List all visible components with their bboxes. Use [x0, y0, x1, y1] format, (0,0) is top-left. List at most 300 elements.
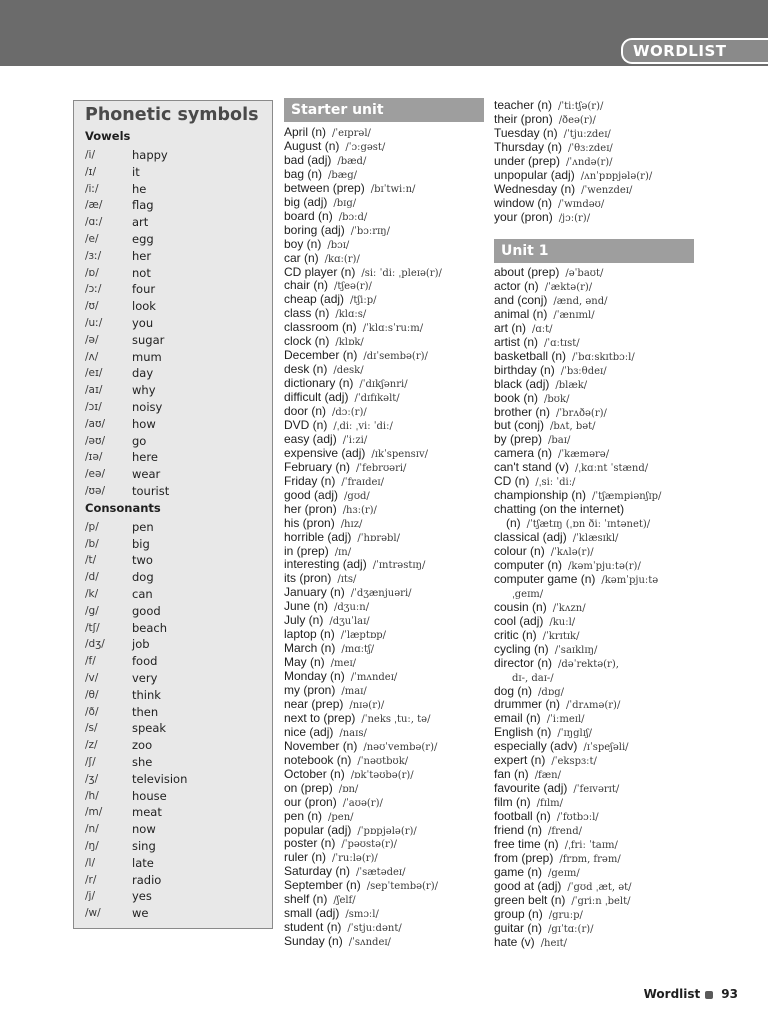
entry-pronunciation: /ˈiːzi/	[342, 434, 368, 446]
entry-word: game (n)	[494, 864, 543, 879]
entry-word: cheap (adj)	[284, 292, 345, 307]
phonetic-example: yes	[132, 889, 152, 904]
word-entry	[494, 684, 564, 698]
word-entry	[284, 237, 349, 251]
entry-pronunciation: /ˈtjuːzdeɪ/	[563, 128, 611, 140]
phonetic-title: Phonetic symbols	[85, 105, 259, 125]
entry-pronunciation: /dʒuˈlaɪ/	[329, 616, 370, 628]
entry-pronunciation: /dɔː(r)/	[332, 407, 367, 418]
entry-pronunciation: /ˈgʊd ˌæt, ət/	[567, 881, 632, 893]
entry-word: expensive (adj)	[284, 445, 366, 460]
phonetic-example: speak	[132, 721, 167, 736]
entry-word: CD player (n)	[284, 264, 356, 279]
entry-pronunciation: /jɔː(r)/	[558, 212, 591, 224]
entry-word: guitar (n)	[494, 920, 543, 935]
entry-pronunciation: /ˈaʊə(r)/	[342, 797, 383, 809]
entry-word: from (prep)	[494, 850, 554, 865]
word-entry	[284, 767, 414, 781]
entry-word: brother (n)	[494, 404, 551, 419]
word-entry	[494, 446, 609, 460]
phonetic-symbol: /iː/	[85, 182, 99, 195]
word-entry	[284, 571, 356, 585]
entry-pronunciation: /bɔɪ/	[327, 239, 350, 251]
phonetic-example: very	[132, 671, 158, 685]
entry-pronunciation: /ʌnˈpɒpjələ(r)/	[580, 170, 653, 182]
entry-word: free time (n)	[494, 836, 559, 851]
entry-pronunciation: /ˈfeɪvərɪt/	[573, 784, 620, 796]
entry-pronunciation: /ˈstjuːdənt/	[347, 923, 402, 935]
word-entry	[494, 307, 595, 321]
phonetic-symbol: /ʒ/	[85, 772, 99, 785]
entry-word: classical (adj)	[494, 530, 567, 545]
word-entry	[284, 376, 408, 390]
phonetic-example: radio	[132, 872, 162, 887]
entry-word: art (n)	[494, 320, 527, 335]
entry-word: his (pron)	[284, 515, 335, 530]
phonetic-example: day	[132, 366, 154, 381]
footer-square-icon	[705, 991, 713, 999]
phonetic-example: egg	[132, 232, 154, 246]
phonetic-subheading: Vowels	[85, 129, 131, 143]
entry-word: black (adj)	[494, 376, 550, 391]
entry-pronunciation: /ˈsaɪklɪŋ/	[554, 644, 598, 656]
entry-word: poster (n)	[284, 836, 336, 851]
phonetic-symbols-box	[73, 100, 273, 929]
phonetic-example: sing	[132, 839, 156, 853]
word-entry	[494, 935, 567, 949]
entry-pronunciation: /ˈneks ˌtuː, tə/	[361, 713, 431, 725]
entry-word: boy (n)	[284, 236, 322, 251]
entry-word: classroom (n)	[284, 320, 357, 335]
entry-word: ruler (n)	[284, 850, 327, 865]
word-entry	[284, 530, 400, 544]
word-entry	[284, 711, 430, 725]
entry-pronunciation: /bʌt, bət/	[550, 421, 596, 433]
phonetic-symbol: /ə/	[85, 333, 99, 346]
entry-word: Wednesday (n)	[494, 181, 576, 196]
entry-pronunciation: /ˈθɜːzdeɪ/	[568, 142, 613, 154]
word-entry	[284, 181, 415, 195]
entry-word: dog (n)	[494, 683, 533, 698]
phonetic-example: beach	[132, 620, 168, 635]
phonetic-example: tourist	[132, 484, 170, 498]
entry-word: dictionary (n)	[284, 376, 354, 391]
entry-word: your (pron)	[494, 209, 553, 224]
entry-word: board (n)	[284, 208, 333, 223]
phonetic-symbol: /j/	[85, 890, 95, 903]
phonetic-example: we	[132, 906, 149, 921]
entry-word: computer (n)	[494, 557, 563, 572]
entry-pronunciation: /ˌfriː ˈtaɪm/	[564, 839, 618, 851]
word-entry	[494, 600, 586, 614]
entry-pronunciation: /fæn/	[534, 770, 561, 782]
phonetic-example: food	[132, 654, 158, 669]
entry-word: chair (n)	[284, 278, 329, 293]
phonetic-example: it	[132, 164, 140, 179]
entry-word: unpopular (adj)	[494, 167, 575, 182]
phonetic-symbol: /t/	[85, 554, 97, 567]
entry-word: Thursday (n)	[494, 139, 563, 154]
entry-word: desk (n)	[284, 362, 328, 377]
word-entry	[284, 836, 397, 850]
entry-pronunciation: /ˈekspɜːt/	[551, 756, 597, 768]
entry-pronunciation: /ɪn/	[334, 546, 352, 558]
entry-pronunciation: /dʒuːn/	[334, 602, 370, 614]
phonetic-symbol: /ɪə/	[85, 451, 103, 464]
entry-pronunciation: /bɔːd/	[338, 211, 368, 223]
entry-word: window (n)	[494, 195, 553, 210]
word-entry	[284, 795, 383, 809]
phonetic-symbol: /dʒ/	[85, 638, 105, 651]
entry-pronunciation: /əˈbaʊt/	[565, 268, 604, 279]
entry-pronunciation: /gɪˈtɑː(r)/	[548, 923, 594, 935]
word-entry	[284, 781, 358, 795]
entry-word: September (n)	[284, 878, 361, 893]
phonetic-example: you	[132, 316, 154, 330]
phonetic-symbol: /e/	[85, 233, 99, 245]
entry-pronunciation: /ˈdɪfɪkəlt/	[354, 393, 400, 405]
entry-word: Tuesday (n)	[494, 125, 558, 140]
word-entry	[284, 153, 366, 167]
entry-pronunciation: /frɒm, frəm/	[559, 853, 621, 865]
entry-pronunciation: /ɒn/	[338, 783, 359, 795]
entry-word: bag (n)	[284, 166, 323, 181]
word-entry	[284, 878, 438, 892]
phonetic-symbol: /ɒ/	[85, 266, 99, 279]
word-entry	[494, 154, 613, 168]
entry-pronunciation: /bæg/	[328, 169, 357, 181]
word-entry	[284, 139, 385, 153]
phonetic-example: she	[132, 755, 153, 769]
word-entry	[284, 195, 356, 209]
word-entry	[494, 168, 652, 182]
section-starter-unit: Starter unit	[284, 98, 484, 122]
entry-word: Sunday (n)	[284, 934, 343, 949]
word-entry	[494, 614, 575, 628]
phonetic-example: think	[132, 687, 161, 702]
entry-word: my (pron)	[284, 683, 336, 697]
entry-pronunciation: /ˈkʌzn/	[552, 602, 586, 614]
entry-word: CD (n)	[494, 474, 530, 489]
entry-pronunciation: /ˈhɒrəbl/	[357, 532, 400, 544]
entry-word: notebook (n)	[284, 752, 352, 767]
entry-pronunciation: /ˈɑːtɪst/	[544, 337, 580, 349]
entry-pronunciation: /ˈbɔːrɪŋ/	[350, 225, 390, 237]
entry-pronunciation: /klɑːs/	[335, 309, 367, 321]
entry-pronunciation: /ˈɔːgəst/	[345, 141, 386, 153]
entry-pronunciation: /ˈbɑːskɪtbɔːl/	[572, 351, 635, 363]
word-entry	[494, 781, 619, 795]
entry-word: small (adj)	[284, 906, 340, 921]
entry-word: May (n)	[284, 655, 325, 670]
entry-pronunciation: /bɪg/	[333, 197, 357, 209]
entry-word: laptop (n)	[284, 627, 335, 642]
phonetic-example: here	[132, 450, 158, 465]
entry-pronunciation: /ˈdɪkʃənri/	[359, 379, 408, 391]
entry-pronunciation: /ˈeɪprəl/	[332, 128, 371, 139]
phonetic-symbol: /uː/	[85, 317, 103, 329]
entry-word: but (conj)	[494, 418, 545, 433]
entry-pronunciation: /kuːl/	[549, 616, 576, 628]
word-entry	[284, 306, 366, 320]
entry-word: difficult (adj)	[284, 390, 349, 405]
entry-pronunciation: /pen/	[328, 811, 354, 823]
entry-pronunciation: dɪ-, daɪ-/	[512, 672, 554, 684]
entry-pronunciation: /ɪts/	[337, 574, 357, 586]
entry-word: DVD (n)	[284, 417, 328, 432]
phonetic-symbol: /eɪ/	[85, 367, 103, 380]
phonetic-symbol: /tʃ/	[85, 621, 100, 634]
word-entry	[494, 98, 603, 112]
phonetic-symbol: /əʊ/	[85, 434, 106, 447]
word-entry	[284, 404, 367, 418]
phonetic-symbol: /g/	[85, 604, 99, 617]
entry-pronunciation: /bʊk/	[544, 393, 570, 405]
word-entry	[284, 320, 423, 334]
entry-pronunciation: /ˈiːmeɪl/	[546, 714, 585, 726]
word-entry	[494, 265, 603, 279]
word-entry	[284, 334, 364, 348]
entry-word: email (n)	[494, 711, 541, 726]
entry-word: basketball (n)	[494, 348, 567, 363]
phonetic-example: good	[132, 603, 161, 618]
entry-word: in (prep)	[284, 543, 329, 558]
entry-word: Monday (n)	[284, 669, 345, 684]
entry-pronunciation: /ˈpəʊstə(r)/	[341, 839, 398, 851]
phonetic-example: meat	[132, 805, 162, 820]
word-entry	[284, 516, 362, 530]
word-entry	[284, 613, 370, 627]
phonetic-symbol: /θ/	[85, 688, 99, 701]
entry-pronunciation: /ˈtiːtʃə(r)/	[558, 101, 604, 112]
phonetic-symbol: /z/	[85, 739, 98, 752]
word-entry	[284, 864, 406, 878]
word-entry	[284, 850, 378, 864]
entry-pronunciation: /mɑːtʃ/	[341, 644, 375, 656]
entry-word: near (prep)	[284, 696, 344, 711]
entry-word: her (pron)	[284, 501, 337, 516]
word-entry	[494, 405, 607, 419]
entry-pronunciation: /smɔːl/	[345, 909, 379, 921]
word-entry	[494, 460, 648, 474]
entry-word: colour (n)	[494, 544, 545, 558]
word-entry	[494, 140, 613, 154]
phonetic-example: go	[132, 433, 147, 448]
entry-pronunciation: ˌgeɪm/	[512, 588, 544, 600]
entry-word: boring (adj)	[284, 222, 345, 237]
phonetic-symbol: /ɪ/	[85, 165, 96, 178]
entry-pronunciation: /geɪm/	[548, 867, 580, 879]
phonetic-symbol: /d/	[85, 571, 99, 584]
entry-pronunciation: /ɒkˈtəʊbə(r)/	[350, 769, 414, 781]
word-entry	[494, 697, 620, 711]
entry-pronunciation: /ɪˈspeʃəli/	[583, 742, 629, 754]
word-entry	[284, 557, 425, 571]
word-entry	[494, 851, 621, 865]
phonetic-symbol: /f/	[85, 655, 96, 668]
entry-word: June (n)	[284, 599, 329, 614]
entry-word: on (prep)	[284, 780, 333, 795]
entry-word: cool (adj)	[494, 613, 544, 628]
entry-word: under (prep)	[494, 153, 561, 168]
word-entry	[284, 209, 367, 223]
entry-word: good at (adj)	[494, 878, 562, 893]
entry-pronunciation: /ˈɪŋglɪʃ/	[557, 728, 592, 740]
entry-pronunciation: /ˈmʌndeɪ/	[350, 672, 398, 684]
word-entry	[494, 112, 596, 126]
word-entry	[284, 920, 402, 934]
entry-word: horrible (adj)	[284, 529, 352, 544]
entry-pronunciation: /ˈtʃætɪŋ (ˌɒn ðiː ˈɪntənet)/	[526, 519, 651, 531]
entry-word: fan (n)	[494, 767, 529, 782]
word-entry	[284, 460, 406, 474]
phonetic-symbol: /ɑː/	[85, 216, 103, 229]
word-entry	[284, 753, 408, 767]
entry-word: their (pron)	[494, 111, 553, 126]
word-entry	[284, 446, 428, 460]
entry-pronunciation: /gʊd/	[344, 490, 370, 502]
entry-pronunciation: /kɑː(r)/	[324, 253, 360, 265]
phonetic-example: sugar	[132, 332, 165, 347]
word-entry	[284, 223, 390, 237]
phonetic-example: he	[132, 181, 147, 196]
phonetic-symbol: /p/	[85, 520, 99, 533]
word-entry	[494, 432, 570, 446]
entry-pronunciation: /kəmˈpjuːtə	[601, 574, 659, 586]
entry-pronunciation: /dɪˈsembə(r)/	[363, 351, 428, 363]
word-entry	[494, 544, 594, 558]
phonetic-example: then	[132, 704, 159, 719]
entry-word: (n)	[506, 516, 521, 531]
entry-pronunciation: /ˌkɑːnt ˈstænd/	[575, 463, 649, 475]
word-entry	[284, 809, 354, 823]
phonetic-symbol: /i/	[85, 149, 95, 161]
word-entry	[284, 725, 367, 739]
phonetic-example: why	[132, 383, 156, 398]
phonetic-symbol: /w/	[85, 907, 101, 920]
word-entry	[494, 530, 618, 544]
phonetic-example: two	[132, 553, 153, 568]
phonetic-example: look	[132, 299, 156, 314]
word-entry	[494, 739, 629, 753]
entry-pronunciation: /blæk/	[555, 379, 588, 391]
phonetic-symbol: /aɪ/	[85, 384, 103, 397]
phonetic-symbol: /k/	[85, 588, 99, 600]
entry-word: class (n)	[284, 306, 330, 321]
entry-word: our (pron)	[284, 794, 337, 809]
phonetic-symbol: /ð/	[85, 705, 99, 718]
entry-word: big (adj)	[284, 194, 328, 209]
word-entry	[494, 586, 543, 600]
phonetic-symbol: /s/	[85, 722, 98, 735]
word-entry	[494, 725, 592, 739]
entry-pronunciation: /ˈbɜːθdeɪ/	[560, 365, 607, 377]
word-entry	[284, 655, 356, 669]
word-entry	[284, 362, 364, 376]
word-entry	[494, 293, 607, 307]
word-entry	[284, 585, 412, 599]
entry-word: artist (n)	[494, 334, 539, 349]
entry-pronunciation: /ˈklɑːsˈruːm/	[362, 323, 424, 335]
phonetic-subheading: Consonants	[85, 500, 161, 515]
entry-word: easy (adj)	[284, 431, 337, 446]
phonetic-example: zoo	[132, 738, 153, 753]
entry-pronunciation: /hɪz/	[340, 518, 363, 530]
entry-pronunciation: /ˈwɪndəʊ/	[558, 198, 605, 210]
phonetic-symbol: /ɔː/	[85, 283, 102, 296]
entry-pronunciation: /sepˈtembə(r)/	[366, 881, 438, 893]
entry-pronunciation: /klɒk/	[335, 337, 364, 349]
entry-word: July (n)	[284, 613, 324, 628]
phonetic-example: wear	[132, 467, 161, 482]
entry-word: especially (adv)	[494, 739, 578, 754]
entry-word: August (n)	[284, 138, 340, 153]
entry-pronunciation: /dəˈrektə(r),	[558, 658, 619, 670]
page-number: 93	[721, 987, 738, 1001]
entry-word: March (n)	[284, 641, 336, 656]
word-entry	[284, 544, 351, 558]
entry-word: next to (prep)	[284, 710, 356, 725]
word-entry	[494, 502, 630, 516]
word-entry	[494, 335, 580, 349]
word-entry	[284, 390, 400, 404]
entry-pronunciation: /ˈdrʌmə(r)/	[566, 700, 621, 712]
entry-word: English (n)	[494, 725, 552, 740]
phonetic-example: can	[132, 587, 153, 601]
entry-pronunciation: /heɪt/	[540, 937, 568, 949]
word-entry	[284, 934, 391, 948]
entry-pronunciation: /bæd/	[337, 155, 367, 167]
entry-word: by (prep)	[494, 432, 543, 447]
phonetic-symbol: /l/	[85, 856, 95, 869]
entry-pronunciation: /ɪkˈspensɪv/	[371, 448, 428, 460]
entry-pronunciation: /tʃiːp/	[350, 295, 377, 307]
entry-word: shelf (n)	[284, 892, 328, 907]
word-entry	[284, 125, 371, 139]
entry-word: clock (n)	[284, 334, 330, 349]
entry-pronunciation: /ˈruːlə(r)/	[332, 853, 378, 865]
word-entry	[284, 892, 356, 906]
word-entry	[284, 278, 372, 292]
word-entry	[494, 628, 579, 642]
phonetic-symbol: /m/	[85, 806, 103, 819]
word-entry	[284, 683, 367, 697]
word-entry	[494, 865, 580, 879]
phonetic-example: flag	[132, 198, 154, 213]
entry-word: animal (n)	[494, 306, 548, 321]
phonetic-example: art	[132, 215, 149, 230]
word-entry	[284, 697, 384, 711]
word-entry	[284, 292, 377, 306]
word-entry	[494, 642, 597, 656]
entry-pronunciation: /ˌdiː ˌviː ˈdiː/	[333, 420, 393, 432]
entry-pronunciation: /ˈsʌndeɪ/	[348, 937, 391, 949]
word-entry	[494, 377, 587, 391]
entry-pronunciation: /ˌsiː ˈdiː/	[535, 477, 576, 489]
entry-word: April (n)	[284, 125, 327, 139]
phonetic-example: her	[132, 248, 152, 263]
entry-pronunciation: /ˈfraɪdeɪ/	[341, 476, 384, 488]
footer-label: Wordlist	[643, 987, 701, 1001]
entry-pronunciation: /ˈwenzdeɪ/	[581, 184, 633, 196]
phonetic-example: television	[132, 771, 188, 786]
entry-word: can't stand (v)	[494, 460, 569, 475]
entry-pronunciation: /ˈbrʌðə(r)/	[556, 407, 607, 419]
word-entry	[284, 474, 384, 488]
word-entry	[494, 795, 563, 809]
phonetic-symbol: /eə/	[85, 468, 105, 481]
word-entry	[494, 516, 650, 530]
